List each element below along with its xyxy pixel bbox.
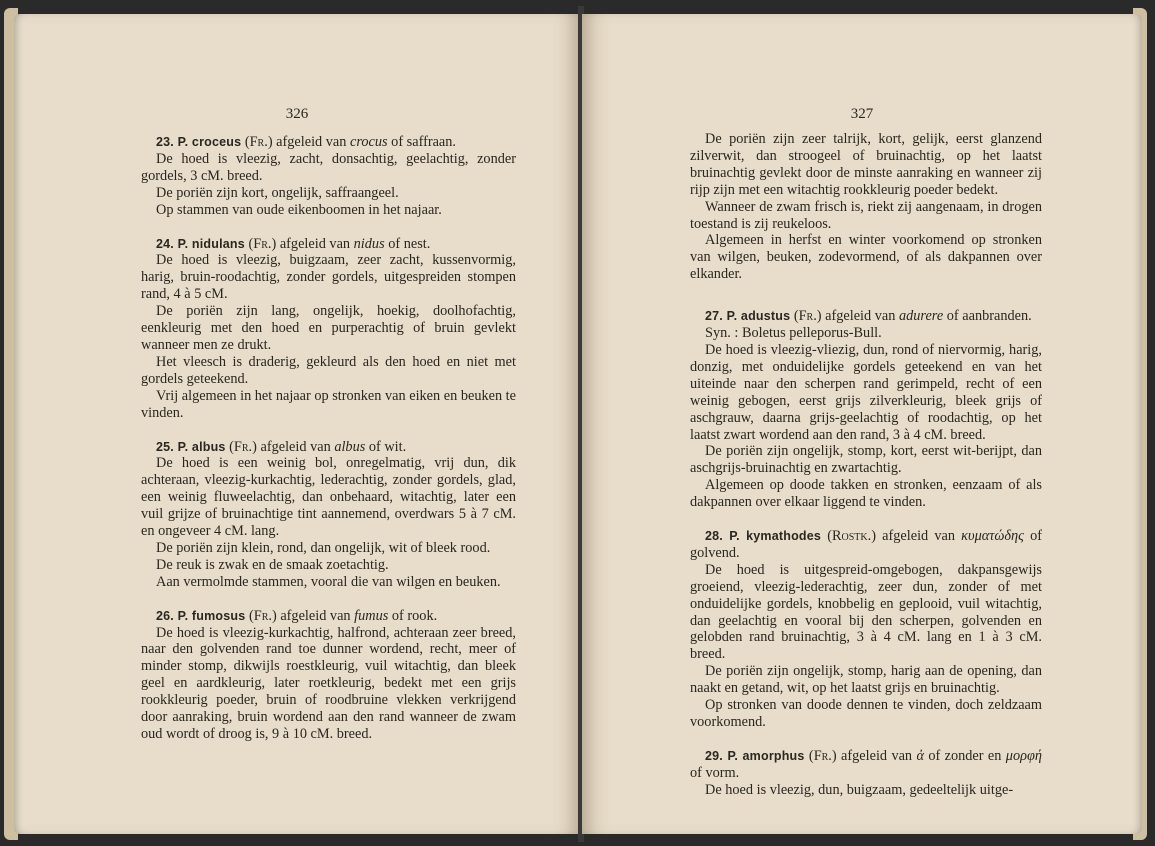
author-abbrev: Fr. [253, 235, 272, 252]
species-heading: 25. P. albus [156, 439, 226, 454]
paragraph: De hoed is vleezig-vliezig, dun, rond of niervormig, harig, donzig, met onduidelijke gordels geteekend en van het uiteinde naar den scherpen rand gerimpeld, recht of een weinig gebogen, eerst grijs zilverkleurig, bleek grijs of aschgrauw, daarna grijs-geelachtig of roodachtig, op het laatst zwart wordend aan den rand, 3 à 4 cM. breed. [690, 341, 1042, 443]
open-book [4, 6, 1151, 842]
paragraph: De poriën zijn ongelijk, stomp, harig aan de opening, dan naakt en getand, wit, op het laatst grijs en bruinachtig. [690, 663, 1042, 697]
paragraph: De reuk is zwak en de smaak zoetachtig. [156, 556, 389, 573]
species-heading: 26. P. fumosus [156, 608, 246, 623]
entry-heading-line: 25. P. albus (Fr.) afgeleid van albus of wit. [156, 438, 407, 455]
etymology-word: ἀ [916, 747, 924, 764]
author-abbrev: Fr. [813, 747, 832, 764]
paragraph: De hoed is een weinig bol, onregelmatig, vrij dun, dik achteraan, vleezig-kurkachtig, lederachtig, zonder gordels, glad, een weinig fluweelachtig, dan onbehaard, witachtig, later een vuil grijze of bruinachtige tint aannemend, overdwars 5 à 7 cM. en ongeveer 4 cM. lang. [141, 455, 516, 540]
author-abbrev: Fr. [249, 134, 268, 150]
entry-heading-line: 27. P. adustus (Fr.) afgeleid van adurere of aanbranden. [705, 308, 1032, 325]
paragraph: Vrij algemeen in het najaar op stronken van eiken en beuken te vinden. [141, 387, 516, 421]
etymology-word: albus [334, 438, 366, 455]
author-abbrev: Fr. [798, 308, 817, 325]
entry-heading-line: 24. P. nidulans (Fr.) afgeleid van nidus of nest. [156, 235, 431, 252]
paragraph: De hoed is vleezig-kurkachtig, halfrond, achteraan zeer breed, naar den golvenden rand toe dunner wordend, recht, meer of minder stomp, dikwijls roestkleurig, vuil witachtig, dan bleek geel en aardkleurig, later roetkleurig, bedekt met een grijs rookkleurig poeder, bruin of roodbruine vlekken verkrijgend door aanraking, bruin wordend aan den rand wanneer de zwam oud wordt of droog is, 9 à 10 cM. breed. [141, 624, 516, 742]
paragraph: Op stronken van doode dennen te vinden, doch zeldzaam voorkomend. [690, 697, 1042, 730]
author-abbrev: Rostk. [831, 528, 872, 545]
author-abbrev: Fr. [253, 607, 272, 624]
paragraph: Op stammen van oude eikenboomen in het najaar. [156, 201, 442, 218]
paragraph: De poriën zijn lang, ongelijk, hoekig, doolhofachtig, eenkleurig met den hoed en purperachtig of bruin gevlekt wanneer men ze drukt. [141, 303, 516, 353]
etymology-word: crocus [350, 134, 388, 150]
etymology-word: fumus [354, 607, 389, 624]
paragraph: De hoed is vleezig, buigzaam, zeer zacht, kussenvormig, harig, bruin-roodachtig, zonder gordels, uitgespreiden stompen rand, 4 à 5 cM. [141, 252, 516, 303]
entry-heading-line: 29. P. amorphus (Fr.) afgeleid van ἀ of zonder en μορφή of vorm. [690, 747, 1042, 781]
paragraph: De poriën zijn kort, ongelijk, saffraangeel. [156, 184, 399, 201]
etymology-word: nidus [353, 235, 385, 252]
paragraph: De hoed is vleezig, zacht, donsachtig, geelachtig, zonder gordels, 3 cM. breed. [141, 150, 516, 184]
species-heading: 24. P. nidulans [156, 236, 245, 251]
species-heading: 28. P. kymathodes [705, 529, 822, 544]
paragraph: Algemeen op doode takken en stronken, eenzaam of als dakpannen over elkaar liggend te vinden. [690, 477, 1042, 511]
page-text [141, 134, 516, 743]
page-number: 327 [850, 106, 874, 122]
entry-heading-line: 26. P. fumosus (Fr.) afgeleid van fumus of rook. [156, 607, 438, 624]
paragraph: Wanneer de zwam frisch is, riekt zij aangenaam, in drogen toestand is zij reukeloos. [690, 198, 1042, 232]
paragraph: Syn. : Boletus pelleporus-Bull. [705, 325, 882, 342]
species-heading: 29. P. amorphus [705, 748, 805, 763]
page-text [690, 131, 1042, 799]
page-number: 326 [285, 106, 309, 122]
paragraph: De poriën zijn zeer talrijk, kort, gelijk, eerst glanzend zilverwit, dan stroogeel of bruinachtig, op het laatst bruinachtig gevlekt door de minste aanraking en wanneer zij rijp zijn met een witachtig rookkleurig poeder bedekt. [690, 131, 1042, 198]
author-abbrev: Fr. [233, 438, 253, 455]
paragraph: De hoed is vleezig, dun, buigzaam, gedeeltelijk uitge- [705, 781, 1014, 798]
species-heading: 23. P. croceus [156, 135, 242, 149]
entry-heading-line: 23. P. croceus (Fr.) afgeleid van crocus of saffraan. [156, 134, 457, 150]
paragraph: De poriën zijn ongelijk, stomp, kort, eerst wit-berijpt, dan aschgrijs-bruinachtig en zwartachtig. [690, 443, 1042, 477]
paragraph: De hoed is uitgespreid-omgebogen, dakpansgewijs groeiend, vleezig-lederachtig, zeer dun, zonder of met onduidelijke gordels, knobbelig en geplooid, vuil witachtig, dan geelachtig en vooral bij den scherpen, golvenden en gelobden rand bruinachtig, 3 à 4 cM. lang en 1 à 3 cM. breed. [690, 561, 1042, 663]
etymology-word: κυματώδης [961, 528, 1024, 545]
paragraph: Het vleesch is draderig, gekleurd als den hoed en niet met gordels geteekend. [141, 353, 516, 387]
etymology-word: adurere [898, 308, 944, 325]
etymology-word: μορφή [1005, 747, 1042, 764]
left-page [14, 14, 580, 834]
paragraph: De poriën zijn klein, rond, dan ongelijk, wit of bleek rood. [156, 539, 491, 556]
entry-heading-line: 28. P. kymathodes (Rostk.) afgeleid van κυματώδης of golvend. [690, 528, 1043, 561]
paragraph: Algemeen in herfst en winter voorkomend op stronken van wilgen, beuken, zodevormend, of als dakpannen over elkander. [690, 232, 1042, 283]
species-heading: 27. P. adustus [705, 309, 791, 324]
paragraph: Aan vermolmde stammen, vooral die van wilgen en beuken. [156, 573, 501, 590]
right-page [582, 14, 1142, 834]
